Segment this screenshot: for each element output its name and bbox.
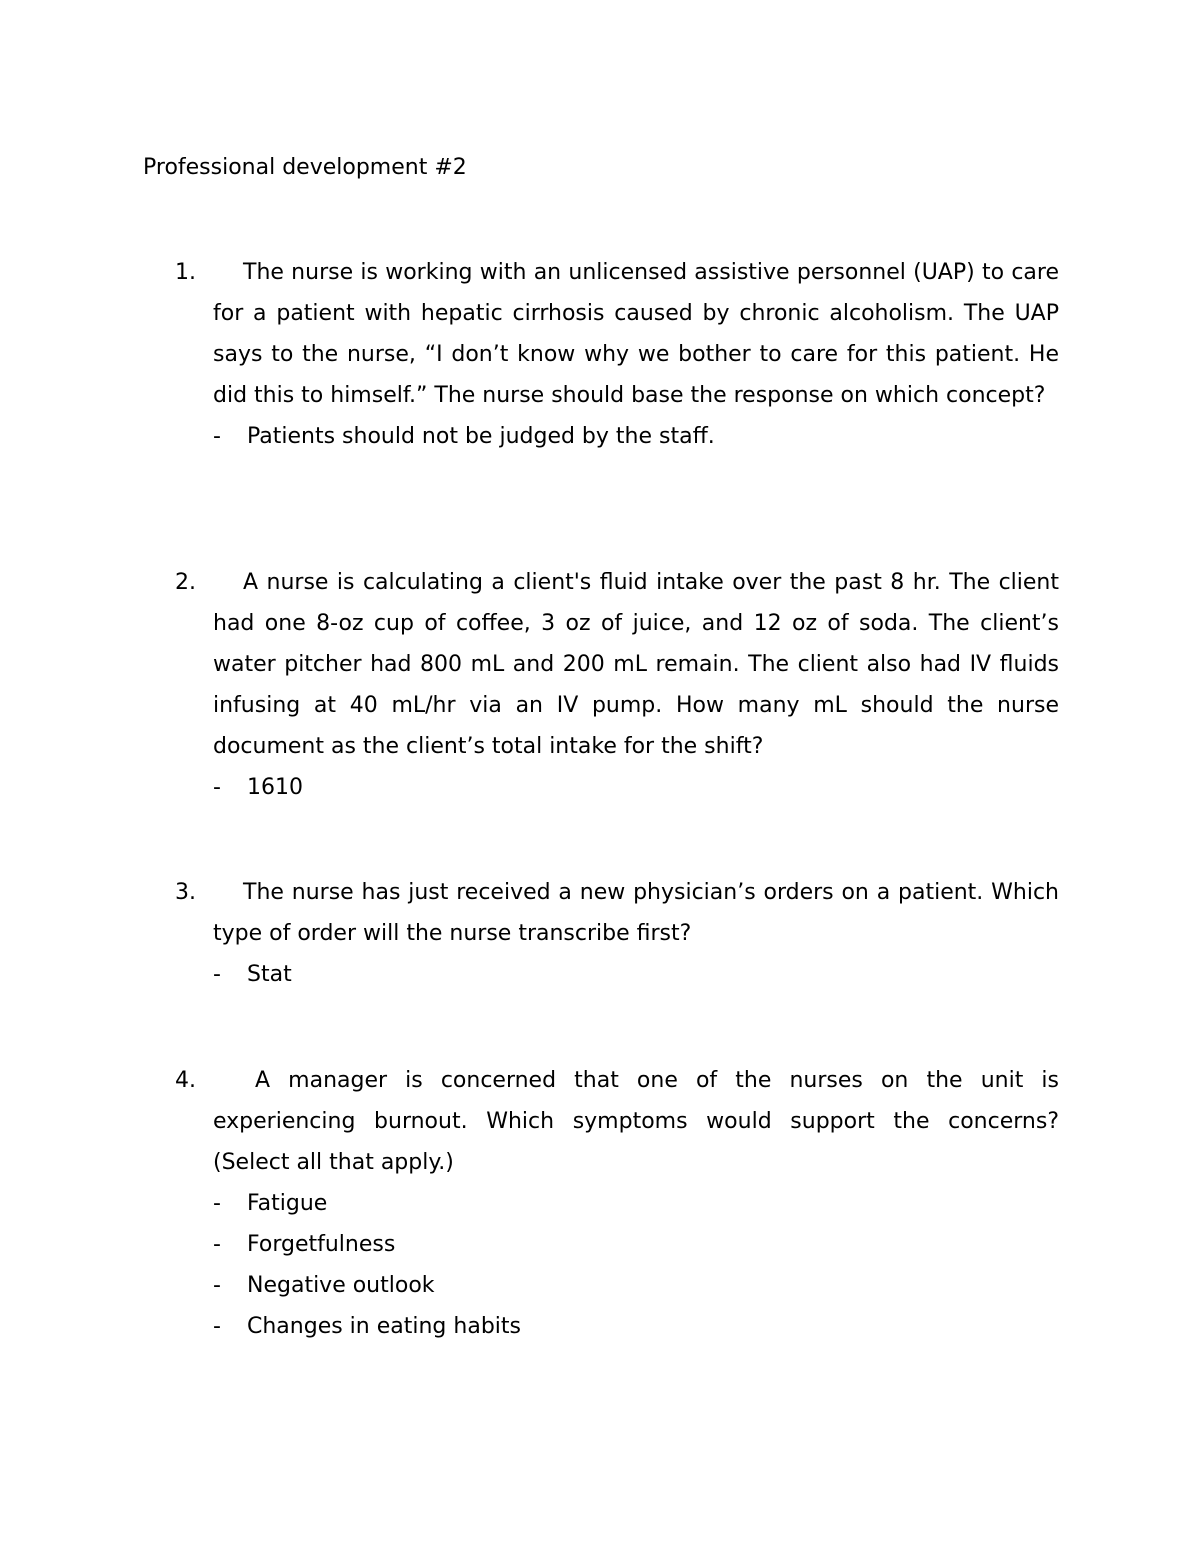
answer-text: Fatigue — [247, 1191, 328, 1216]
dash-bullet: - — [213, 775, 221, 800]
question-number: 3. — [175, 880, 196, 905]
answer-list — [213, 416, 1059, 457]
answer-text: Changes in eating habits — [247, 1314, 521, 1339]
question-text: A nurse is calculating a client's fluid intake over the past 8 hr. The client had one 8-oz cup of coffee, 3 oz of juice, and 12 oz of soda. The client’s water pitcher had 800 mL and 200 mL remain. The client also had IV fluids infusing at 40 mL/hr via an IV pump. How many mL should the nurse document as the client’s total intake for the shift? — [213, 570, 1059, 759]
question-text: The nurse has just received a new physician’s orders on a patient. Which type of order will the nurse transcribe first? — [213, 880, 1059, 946]
answer-text: 1610 — [247, 775, 303, 800]
question-text: A manager is concerned that one of the nurses on the unit is experiencing burnout. Which symptoms would support the concerns? (Select all that apply.) — [213, 1068, 1059, 1175]
dash-bullet: - — [213, 1191, 221, 1216]
answer-list — [213, 1183, 1059, 1347]
dash-bullet: - — [213, 1273, 221, 1298]
answer-list — [213, 954, 1059, 995]
dash-bullet: - — [213, 962, 221, 987]
answer-text: Forgetfulness — [247, 1232, 396, 1257]
answer-item — [213, 1306, 1059, 1347]
answer-item — [213, 954, 1059, 995]
dash-bullet: - — [213, 424, 221, 449]
dash-bullet: - — [213, 1314, 221, 1339]
answer-item — [213, 1183, 1059, 1224]
question-number: 4. — [175, 1068, 196, 1093]
answer-text: Stat — [247, 962, 292, 987]
answer-item — [213, 1265, 1059, 1306]
answer-item — [213, 767, 1059, 808]
question-4 — [175, 1060, 1059, 1347]
document-title: Professional development #2 — [143, 155, 467, 180]
answer-text: Negative outlook — [247, 1273, 435, 1298]
question-number: 1. — [175, 260, 196, 285]
answer-text: Patients should not be judged by the staff. — [247, 424, 715, 449]
answer-item — [213, 1224, 1059, 1265]
question-1 — [175, 252, 1059, 457]
answer-list — [213, 767, 1059, 808]
answer-item — [213, 416, 1059, 457]
dash-bullet: - — [213, 1232, 221, 1257]
question-3 — [175, 872, 1059, 995]
question-2 — [175, 562, 1059, 808]
question-number: 2. — [175, 570, 196, 595]
question-text: The nurse is working with an unlicensed assistive personnel (UAP) to care for a patient with hepatic cirrhosis caused by chronic alcoholism. The UAP says to the nurse, “I don’t know why we bother to care for this patient. He did this to himself.” The nurse should base the response on which concept? — [213, 260, 1059, 408]
